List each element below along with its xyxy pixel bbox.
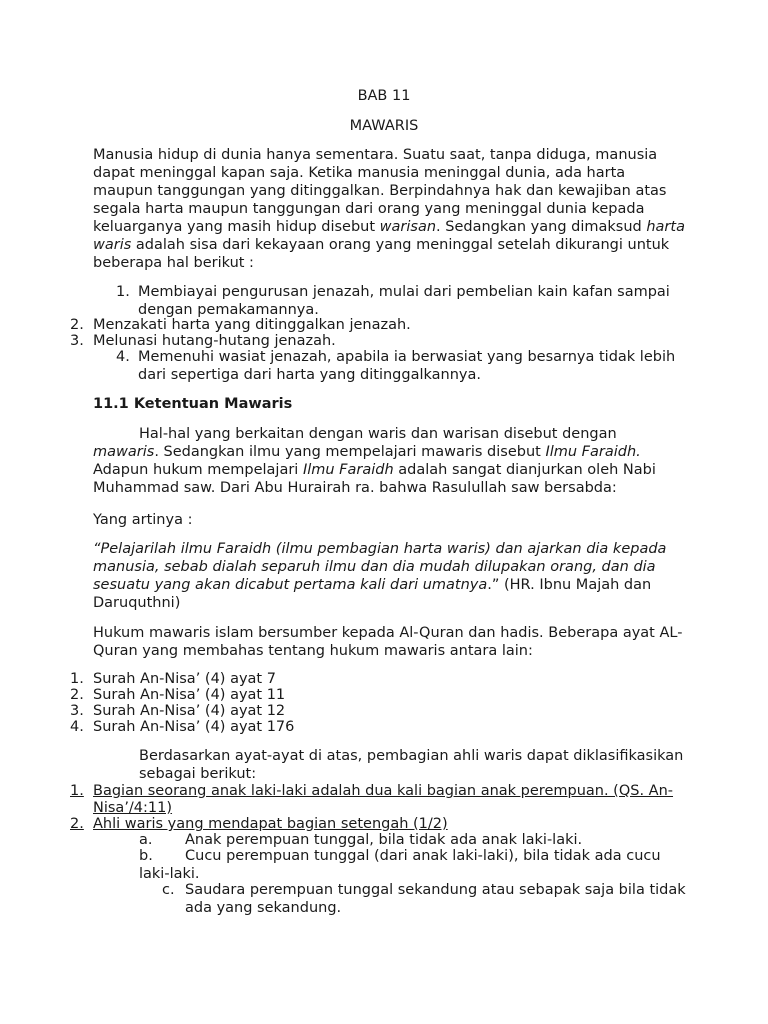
sub-item: ada yang sekandung. [185,900,342,916]
text-line: waris adalah sisa dari kekayaan orang yang meninggal setelah dikurangi untuk [93,237,670,253]
list-number: 2. [70,816,84,832]
chapter-title: MAWARIS [349,118,419,134]
list-number: 2. [70,317,84,333]
list-number: 1. [116,284,130,300]
sub-label: b. [139,848,153,864]
text-line: Quran yang membahas tentang hukum mawaris antara lain: [93,643,533,659]
text-line: Hal-hal yang berkaitan dengan waris dan warisan disebut dengan [139,426,617,442]
section-heading: 11.1 Ketentuan Mawaris [93,396,293,412]
rule-text: Nisa’/4:11) [93,800,173,816]
list-item: Surah An-Nisa’ (4) ayat 7 [93,671,276,687]
text-line: dapat meninggal kapan saja. Ketika manusia meninggal dunia, ada harta [93,165,626,181]
rule-text: Ahli waris yang mendapat bagian setengah (1/2) [93,816,448,832]
list-item: Memenuhi wasiat jenazah, apabila ia berwasiat yang besarnya tidak lebih [138,349,676,365]
text-line: mawaris. Sedangkan ilmu yang mempelajari mawaris disebut Ilmu Faraidh. [93,444,641,460]
list-number: 3. [70,333,84,349]
sub-item: Saudara perempuan tunggal sekandung atau sebapak saja bila tidak [185,882,686,898]
chapter-heading: BAB 11 [357,88,411,104]
list-number: 1. [70,671,84,687]
list-number: 4. [70,719,84,735]
sub-item: Anak perempuan tunggal, bila tidak ada anak laki-laki. [185,832,583,848]
text-line: sesuatu yang akan dicabut pertama kali dari umatnya.” (HR. Ibnu Majah dan [93,577,652,593]
list-number: 1. [70,783,84,799]
rule-text: Bagian seorang anak laki-laki adalah dua kali bagian anak perempuan. (QS. An- [93,783,674,799]
list-item: Membiayai pengurusan jenazah, mulai dari pembelian kain kafan sampai [138,284,670,300]
text-line: Hukum mawaris islam bersumber kepada Al-Quran dan hadis. Beberapa ayat AL- [93,625,683,641]
text-line: Adapun hukum mempelajari Ilmu Faraidh adalah sangat dianjurkan oleh Nabi [93,462,656,478]
list-item: Surah An-Nisa’ (4) ayat 12 [93,703,286,719]
text-line: “Pelajarilah ilmu Faraidh (ilmu pembagian harta waris) dan ajarkan dia kepada [93,541,667,557]
list-item: dari sepertiga dari harta yang ditinggalkannya. [138,367,481,383]
text-line: Daruquthni) [93,595,181,611]
sub-item: Cucu perempuan tunggal (dari anak laki-laki), bila tidak ada cucu [185,848,661,864]
list-number: 2. [70,687,84,703]
text-line: beberapa hal berikut : [93,255,254,271]
text-line: sebagai berikut: [139,766,257,782]
text-line: Manusia hidup di dunia hanya sementara. Suatu saat, tanpa diduga, manusia [93,147,658,163]
list-item: Surah An-Nisa’ (4) ayat 176 [93,719,295,735]
sub-label: a. [139,832,153,848]
list-number: 3. [70,703,84,719]
text-line: manusia, sebab dialah separuh ilmu dan dia mudah dilupakan orang, dan dia [93,559,656,575]
list-item: dengan pemakamannya. [138,302,319,318]
text-line: Berdasarkan ayat-ayat di atas, pembagian ahli waris dapat diklasifikasikan [139,748,684,764]
list-number: 4. [116,349,130,365]
list-item: Menzakati harta yang ditinggalkan jenazah. [93,317,411,333]
list-item: Melunasi hutang-hutang jenazah. [93,333,336,349]
text-line: keluarganya yang masih hidup disebut warisan. Sedangkan yang dimaksud harta [93,219,685,235]
sub-item: laki-laki. [139,866,200,882]
list-item: Surah An-Nisa’ (4) ayat 11 [93,687,286,703]
text-line: maupun tanggungan yang ditinggalkan. Berpindahnya hak dan kewajiban atas [93,183,667,199]
translation-label: Yang artinya : [93,512,193,528]
sub-label: c. [162,882,175,898]
text-line: Muhammad saw. Dari Abu Hurairah ra. bahwa Rasulullah saw bersabda: [93,480,617,496]
text-line: segala harta maupun tanggungan dari orang yang meninggal dunia kepada [93,201,645,217]
